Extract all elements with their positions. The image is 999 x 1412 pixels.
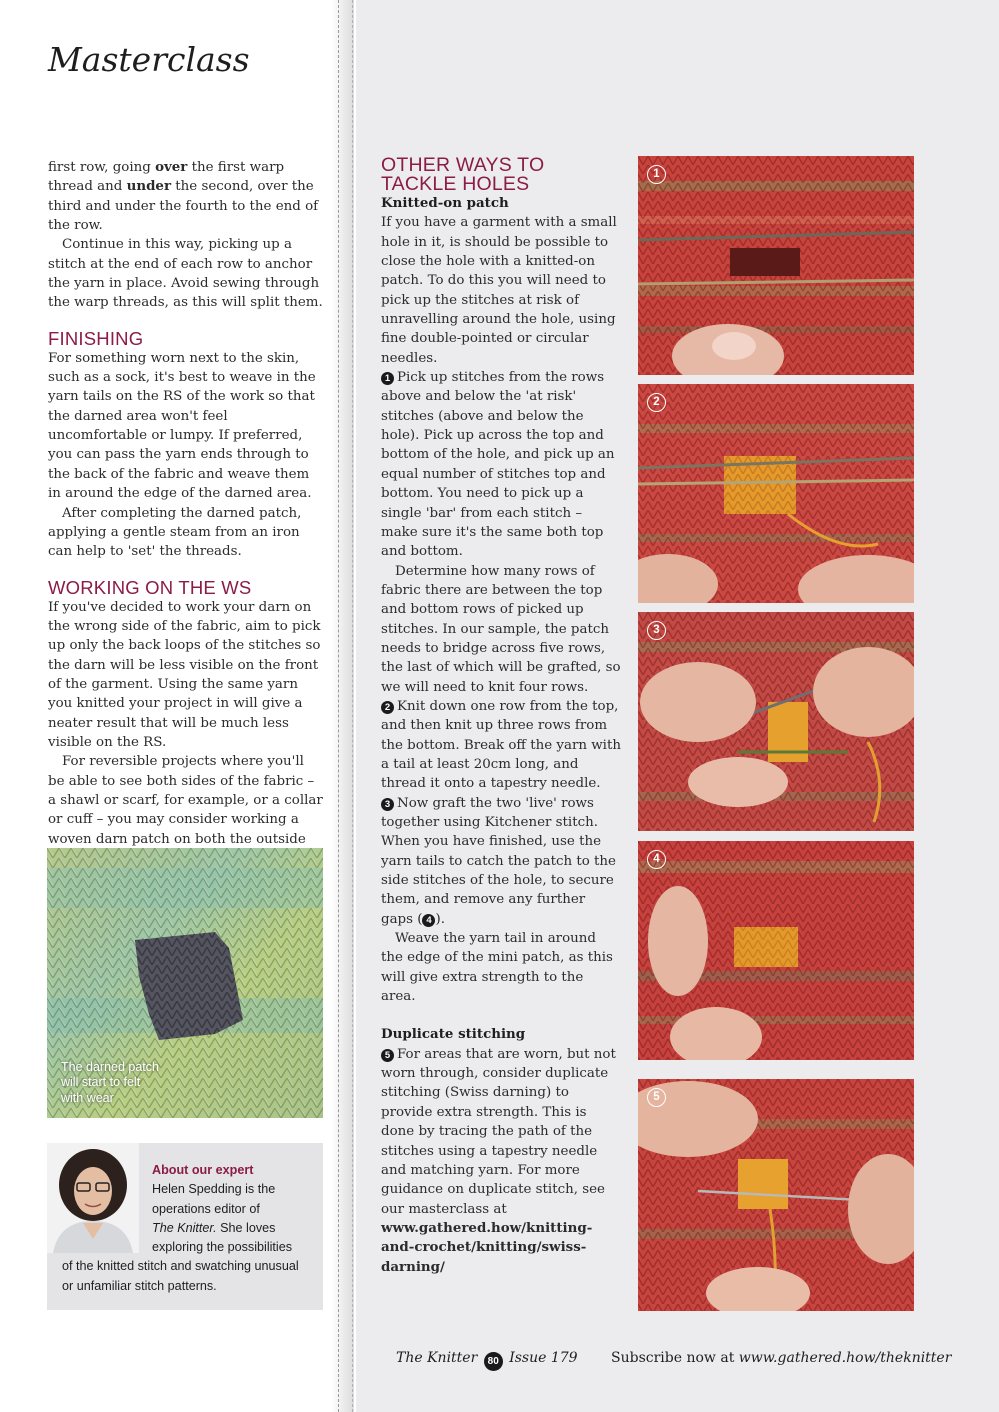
finishing-heading: FINISHING [48, 327, 144, 349]
step-photo-2 [638, 384, 914, 603]
step-photo-4 [638, 841, 914, 1060]
step-number-badge: 5 [647, 1088, 666, 1107]
subscribe-link[interactable]: www.gathered.how/theknitter [738, 1350, 952, 1366]
working-on-ws-heading: WORKING ON THE WS [48, 576, 252, 598]
gutter-line-2 [352, 0, 353, 1412]
step-5-text: 5 For areas that are worn, but not worn through, consider duplicate stitching (Swiss darning) to provide extra strength. This is done by tracing the path of the stitches using a tapestry needle and matching yarn. For more guidance on duplicate stitch, see our masterclass at www.gathered.how/knitting-and-crochet/knitting/swiss-darning/ [381, 1046, 616, 1275]
step-photo-1 [638, 156, 914, 375]
page-number: 80 [484, 1352, 503, 1371]
step-3-text: 3 Now graft the two 'live' rows together using Kitchener stitch. When you have finished, use the yarn tails to catch the patch to the side stitches of the hole, to secure them, and remove any further gaps ( 4 ). [381, 795, 616, 927]
footer-subscribe: Subscribe now at www.gathered.how/theknitter [611, 1350, 952, 1366]
step-photo-5 [638, 1079, 914, 1311]
intro-paragraph: first row, going over the first warp thread and under the second, over the third and under the fourth to the end of the row. [48, 159, 319, 234]
middle-column [381, 156, 621, 1277]
other-ways-heading: OTHER WAYS TO TACKLE HOLES [381, 154, 545, 195]
step-number-badge: 1 [647, 165, 666, 184]
rows-paragraph: Determine how many rows of fabric there are between the top and bottom rows of picked up stitches. In our sample, the patch needs to bridge across five rows, the last of which will be grafted, so we will need to knit four rows. [381, 563, 621, 695]
step-number-badge: 2 [647, 393, 666, 412]
duplicate-stitching-heading: Duplicate stitching [381, 1026, 526, 1043]
finishing-paragraph: For something worn next to the skin, such as a sock, it's best to weave in the yarn tails on the RS of the work so that the darned area won't feel uncomfortable or lumpy. If preferred, you can pass the yarn ends through to the back of the fabric and weave them in around the edge of the darned area. [48, 350, 316, 502]
step-photo-3 [638, 612, 914, 831]
footer-magazine: The Knitter 80 Issue 179 [396, 1350, 578, 1371]
gutter-line [338, 0, 339, 1412]
continue-paragraph: Continue in this way, picking up a stitch at the end of each row to anchor the yarn in place. Avoid sewing through the warp threads, as this will split them. [48, 237, 323, 311]
page-gutter [332, 0, 354, 1412]
knitted-patch-intro: If you have a garment with a small hole in it, is should be possible to close the hole with a knitted-on patch. To do this you will need to pick up the stitches at risk of unravelling around the hole, using fine double-pointed or circular needles. [381, 215, 617, 366]
knitted-on-patch-heading: Knitted-on patch [381, 195, 509, 211]
ws-paragraph: If you've decided to work your darn on the wrong side of the fabric, aim to pick up only the back loops of the stitches so the darn will be less visible on the front of the garment. Using the same yarn you knitted your project in will give a neater result that will be much less visible on the RS. [48, 599, 321, 750]
step-1-text: 1 Pick up stitches from the rows above and below the 'at risk' stitches (above and below the hole). Pick up across the top and bottom of the hole, and pick up an equal number of stitches top and bottom. You need to pick up a single 'bar' from each stitch – make sure it's the same both top and bottom. [381, 370, 615, 560]
step-2-text: 2 Knit down one row from the top, and then knit up three rows from the bottom. Break off the yarn with a tail at least 20cm long, and thread it onto a tapestry needle. [381, 698, 621, 792]
finishing-paragraph-2: After completing the darned patch, applying a gentle steam from an iron can help to 'set' the threads. [48, 505, 302, 560]
photo-caption: The darned patch will start to felt with wear [61, 1059, 159, 1105]
swiss-darning-link[interactable]: www.gathered.how/knitting-and-crochet/knitting/swiss-darning/ [381, 1219, 593, 1275]
weave-paragraph: Weave the yarn tail in around the edge of the mini patch, as this will give extra strength to the area. [381, 931, 613, 1005]
masthead-title: Masterclass [48, 40, 250, 79]
expert-bio: About our expert Helen Spedding is the operations editor of The Knitter. She loves exploring the possibilities of the knitted stitch and swatching unusual or unfamiliar stitch patterns. [47, 1161, 315, 1296]
darned-patch-photo [47, 848, 323, 1118]
about-expert-heading: About our expert [152, 1163, 254, 1177]
about-expert-box [47, 1143, 323, 1310]
step-number-badge: 3 [647, 621, 666, 640]
step-number-badge: 4 [647, 850, 666, 869]
left-column [48, 158, 324, 868]
ws-paragraph-2: For reversible projects where you'll be able to see both sides of the fabric – a shawl or scarf, for example, or a collar or cuff – you may consider working a woven darn patch on both the outside [48, 752, 324, 868]
